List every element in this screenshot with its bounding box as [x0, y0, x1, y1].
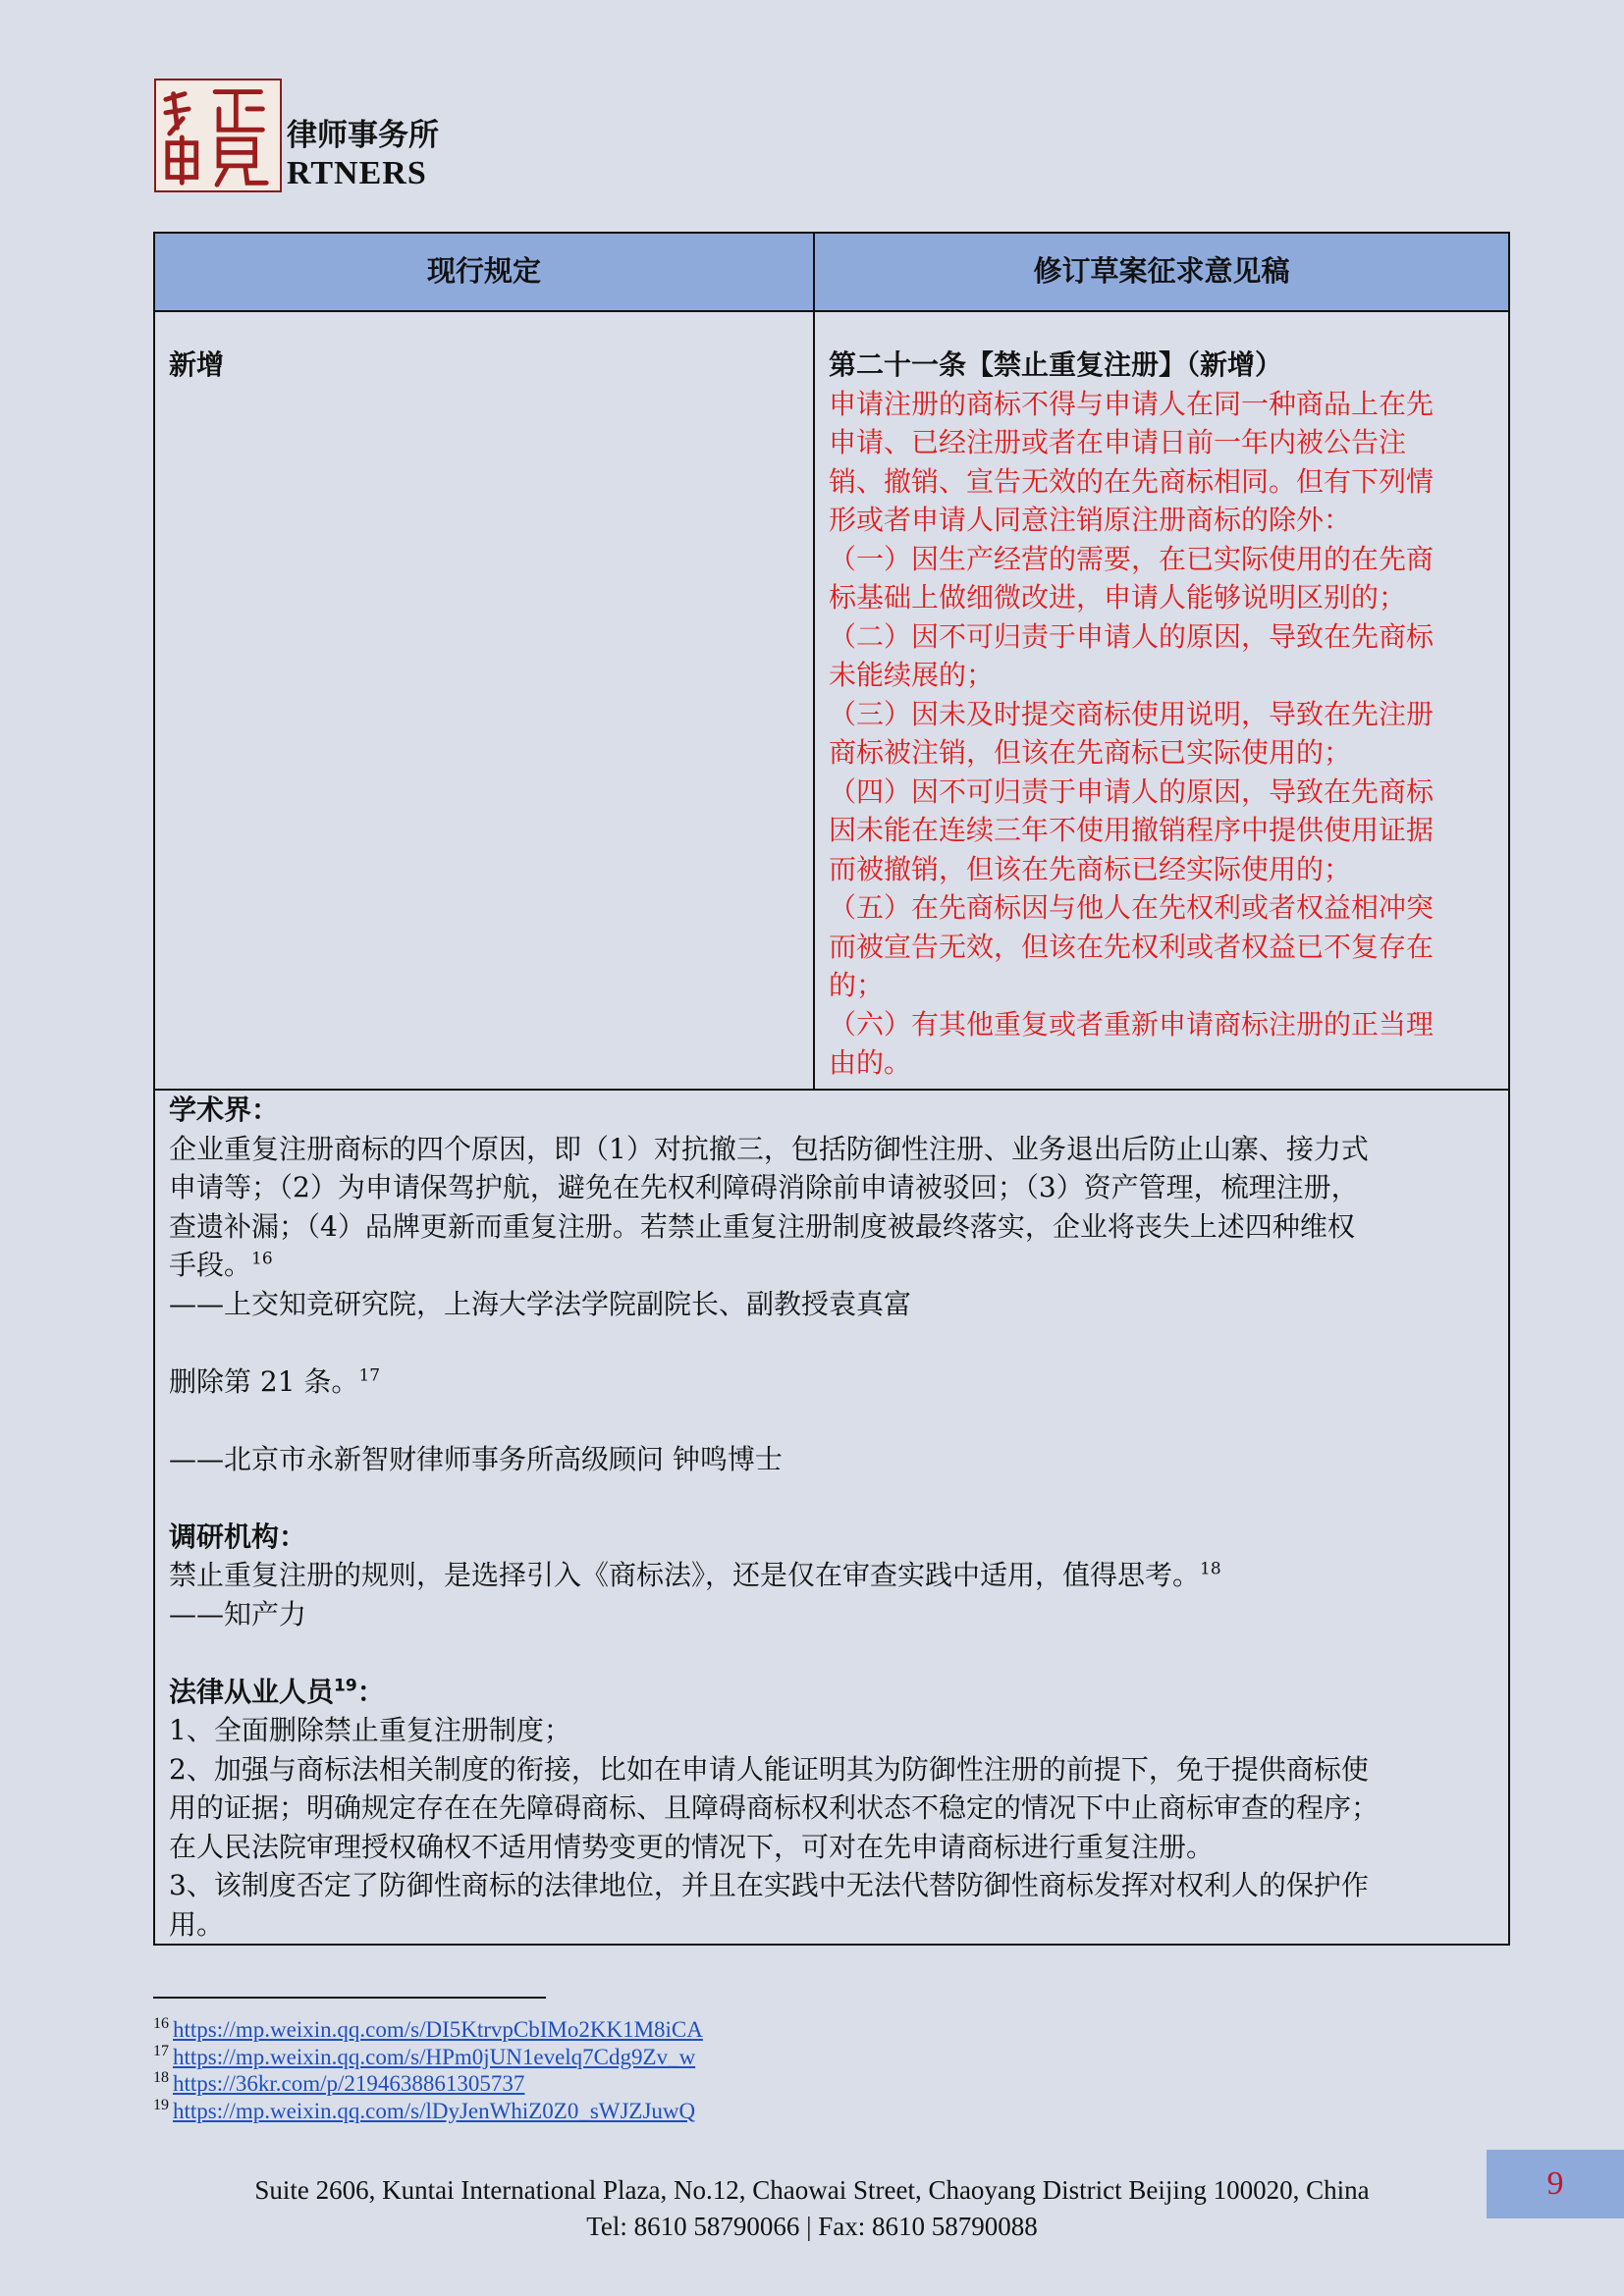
paragraph-line: 3、该制度否定了防御性商标的法律地位，并且在实践中无法代替防御性商标发挥对权利人的保护作 [169, 1869, 1369, 1901]
source-attribution: ——上交知竞研究院，上海大学法学院副院长、副教授袁真富 [169, 1287, 912, 1320]
article-line: （三）因未及时提交商标使用说明，导致在先注册 [829, 697, 1435, 730]
paragraph-line: 2、加强与商标法相关制度的衔接，比如在申请人能证明其为防御性注册的前提下，免于提供商标使 [169, 1752, 1369, 1786]
header-draft-rules: 修订草案征求意见稿 [814, 233, 1509, 311]
address-line: Suite 2606, Kuntai International Plaza, No.12, Chaowai Street, Chaoyang District Beijing 100020, China [254, 2175, 1370, 2205]
paragraph-line: 禁止重复注册的规则，是选择引入《商标法》，还是仅在审查实践中适用，值得思考。 [169, 1559, 1201, 1591]
draft-rule-cell [814, 311, 1509, 1090]
article-line: （二）因不可归责于申请人的原因，导致在先商标 [829, 619, 1435, 653]
article-line: 标基础上做细微改进，申请人能够说明区别的； [829, 581, 1407, 614]
source-attribution: ——北京市永新智财律师事务所高级顾问 钟鸣博士 [169, 1442, 783, 1475]
source-attribution: ——知产力 [169, 1597, 307, 1630]
firm-seal-logo [154, 79, 282, 192]
practitioners-heading: 法律从业人员$^{19}$： [169, 1675, 385, 1708]
firm-name-en: RTNERS [287, 155, 427, 191]
footnote-item: $^{19}$ https://mp.weixin.qq.com/s/lDyJenWhiZ0Z0_sWJZJuwQ [153, 2096, 696, 2123]
academia-heading: 学术界： [169, 1094, 280, 1126]
opinions-cell [154, 1090, 1509, 1945]
footnotes [153, 2016, 703, 2124]
footnote-ref: 16 [251, 1249, 273, 1269]
seal-icon [156, 80, 280, 190]
page-number: 9 [1487, 2150, 1624, 2218]
table-row [154, 1090, 1509, 1945]
header-current-rules: 现行规定 [154, 233, 814, 311]
article-line: （五）在先商标因与他人在先权利或者权益相冲突 [829, 891, 1435, 924]
article-line: 由的。 [829, 1046, 912, 1079]
table-row [154, 311, 1509, 1090]
article-line: 申请注册的商标不得与申请人在同一种商品上在先 [829, 387, 1435, 420]
footer-address [0, 2172, 1624, 2245]
firm-name-cn: 律师事务所 [287, 118, 439, 153]
article-line: （六）有其他重复或者重新申请商标注册的正当理 [829, 1007, 1435, 1041]
paragraph-line: 1、全面删除禁止重复注册制度； [169, 1714, 571, 1746]
footnote-item: $^{16}$ https://mp.weixin.qq.com/s/DI5KtrvpCbIMo2KK1M8iCA [153, 2015, 703, 2042]
article-21-body [829, 385, 1494, 1083]
new-added-label: 新增 [169, 348, 225, 381]
footnote-ref: 18 [1200, 1559, 1221, 1579]
article-line: 因未能在连续三年不使用撤销程序中提供使用证据 [829, 814, 1435, 846]
contact-line: Tel: 8610 58790066 | Fax: 8610 58790088 [586, 2212, 1038, 2241]
article-line: 未能续展的； [829, 659, 995, 691]
article-line: 商标被注销，但该在先商标已实际使用的； [829, 736, 1352, 769]
article-line: （一）因生产经营的需要，在已实际使用的在先商 [829, 542, 1435, 575]
article-line: 而被宣告无效，但该在先权利或者权益已不复存在 [829, 930, 1435, 963]
paragraph-line: 用。 [169, 1907, 225, 1941]
article-line: 申请、已经注册或者在申请日前一年内被公告注 [829, 426, 1407, 458]
comparison-table [153, 232, 1510, 1946]
footnote-item: $^{18}$ https://36kr.com/p/2194638861305737 [153, 2069, 525, 2096]
table-header-row [154, 233, 1509, 311]
article-21-title: 第二十一条【禁止重复注册】（新增） [829, 348, 1283, 381]
article-line: 销、撤销、宣告无效的在先商标相同。但有下列情 [829, 464, 1435, 498]
footnote-link[interactable]: https://mp.weixin.qq.com/s/lDyJenWhiZ0Z0_sWJZJuwQ [173, 2098, 696, 2123]
research-heading: 调研机构： [169, 1520, 307, 1553]
footnote-link[interactable]: https://mp.weixin.qq.com/s/DI5KtrvpCbIMo2KK1M8iCA [173, 2017, 703, 2042]
article-line: 的； [829, 969, 885, 1001]
footnote-ref: 17 [358, 1365, 381, 1386]
footnote-divider [153, 1997, 546, 1999]
paragraph-line: 在人民法院审理授权确权不适用情势变更的情况下，可对在先申请商标进行重复注册。 [169, 1830, 1215, 1863]
paragraph-line: 删除第 21 条。 [169, 1364, 359, 1398]
paragraph-line: 企业重复注册商标的四个原因，即（1）对抗撤三，包括防御性注册、业务退出后防止山寨、接力式 [169, 1132, 1369, 1165]
footnote-link[interactable]: https://36kr.com/p/2194638861305737 [173, 2071, 525, 2096]
article-line: 而被撤销，但该在先商标已经实际使用的； [829, 852, 1352, 885]
paragraph-line: 手段。 [169, 1249, 252, 1281]
current-rule-cell [154, 311, 814, 1090]
article-line: 形或者申请人同意注销原注册商标的除外： [829, 504, 1352, 536]
paragraph-line: 用的证据；明确规定存在在先障碍商标、且障碍商标权利状态不稳定的情况下中止商标审查的程序； [169, 1791, 1380, 1824]
paragraph-line: 申请等；（2）为申请保驾护航，避免在先权利障碍消除前申请被驳回；（3）资产管理，梳理注册， [169, 1171, 1359, 1203]
article-line: （四）因不可归责于申请人的原因，导致在先商标 [829, 774, 1435, 808]
footnote-item: $^{17}$ https://mp.weixin.qq.com/s/HPm0jUN1evelq7Cdg9Zv_w [153, 2042, 696, 2069]
paragraph-line: 查遗补漏；（4）品牌更新而重复注册。若禁止重复注册制度被最终落实，企业将丧失上述四种维权 [169, 1209, 1355, 1243]
footnote-ref: 19 [334, 1676, 357, 1696]
footnote-link[interactable]: https://mp.weixin.qq.com/s/HPm0jUN1evelq7Cdg9Zv_w [173, 2044, 696, 2069]
